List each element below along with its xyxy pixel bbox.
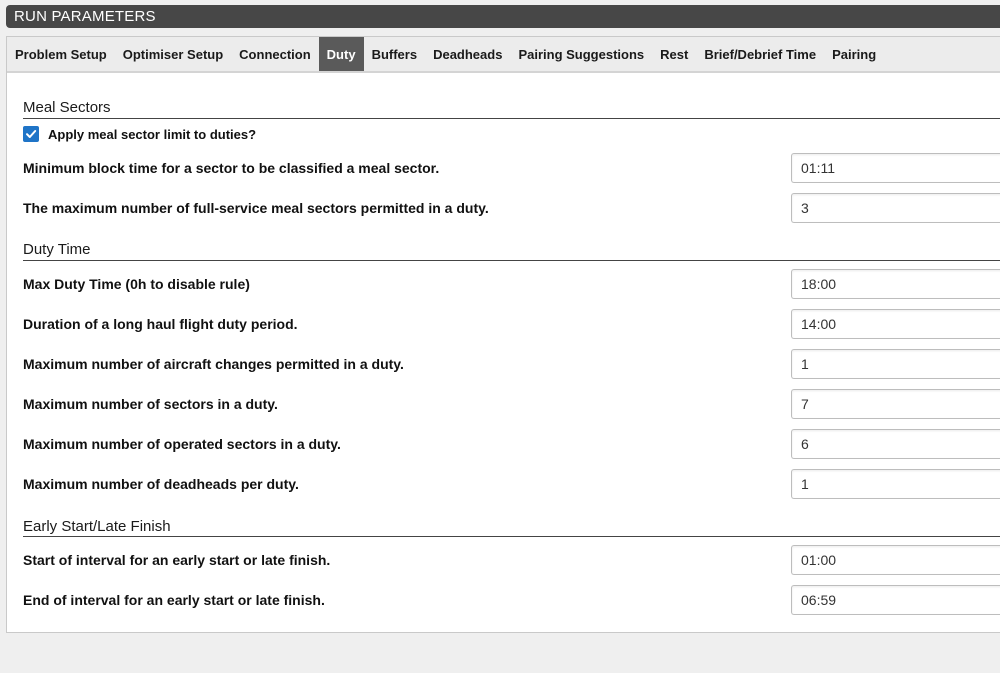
tab-duty[interactable]: Duty: [319, 37, 364, 71]
max-sectors-input[interactable]: [791, 389, 1000, 419]
tab-problem-setup[interactable]: Problem Setup: [15, 47, 107, 62]
tab-buffers[interactable]: Buffers: [371, 47, 418, 62]
interval-end-input[interactable]: [791, 585, 1000, 615]
min-block-time-label: Minimum block time for a sector to be classified a meal sector.: [23, 160, 440, 176]
apply-meal-limit-row: [23, 126, 256, 142]
max-meal-sectors-input[interactable]: [791, 193, 1000, 223]
tab-optimiser-setup[interactable]: Optimiser Setup: [122, 47, 224, 62]
max-deadheads-label: Maximum number of deadheads per duty.: [23, 476, 299, 492]
max-operated-sectors-input[interactable]: [791, 429, 1000, 459]
tab-pairing-suggestions[interactable]: Pairing Suggestions: [518, 47, 645, 62]
max-aircraft-changes-label: Maximum number of aircraft changes permitted in a duty.: [23, 356, 404, 372]
max-meal-sectors-label: The maximum number of full-service meal sectors permitted in a duty.: [23, 200, 489, 216]
interval-end-label: End of interval for an early start or late finish.: [23, 592, 325, 608]
long-haul-duration-input[interactable]: [791, 309, 1000, 339]
apply-meal-limit-label: Apply meal sector limit to duties?: [48, 126, 257, 142]
max-duty-time-label: Max Duty Time (0h to disable rule): [23, 276, 250, 292]
max-sectors-label: Maximum number of sectors in a duty.: [23, 396, 278, 412]
tab-deadheads[interactable]: Deadheads: [433, 47, 503, 62]
tab-bar: [7, 37, 1000, 73]
section-title-duty-time: Duty Time: [23, 241, 91, 258]
tab-brief-debrief-time[interactable]: Brief/Debrief Time: [704, 47, 817, 62]
long-haul-duration-label: Duration of a long haul flight duty period.: [23, 316, 298, 332]
checkmark-icon: [25, 128, 37, 140]
apply-meal-limit-checkbox[interactable]: [23, 126, 39, 142]
interval-start-label: Start of interval for an early start or late finish.: [23, 552, 331, 568]
run-parameters-panel: [6, 36, 1000, 633]
max-operated-sectors-label: Maximum number of operated sectors in a duty.: [23, 436, 341, 452]
tab-pairing[interactable]: Pairing: [832, 47, 877, 62]
section-title-meal-sectors: Meal Sectors: [23, 99, 111, 116]
max-aircraft-changes-input[interactable]: [791, 349, 1000, 379]
section-divider: [23, 260, 1000, 261]
min-block-time-input[interactable]: [791, 153, 1000, 183]
section-title-early-late: Early Start/Late Finish: [23, 518, 171, 535]
interval-start-input[interactable]: [791, 545, 1000, 575]
max-deadheads-input[interactable]: [791, 469, 1000, 499]
section-divider: [23, 118, 1000, 119]
section-divider: [23, 536, 1000, 537]
tab-connection[interactable]: Connection: [239, 47, 311, 62]
tab-rest[interactable]: Rest: [660, 47, 689, 62]
window-title: RUN PARAMETERS: [6, 5, 1000, 28]
max-duty-time-input[interactable]: [791, 269, 1000, 299]
